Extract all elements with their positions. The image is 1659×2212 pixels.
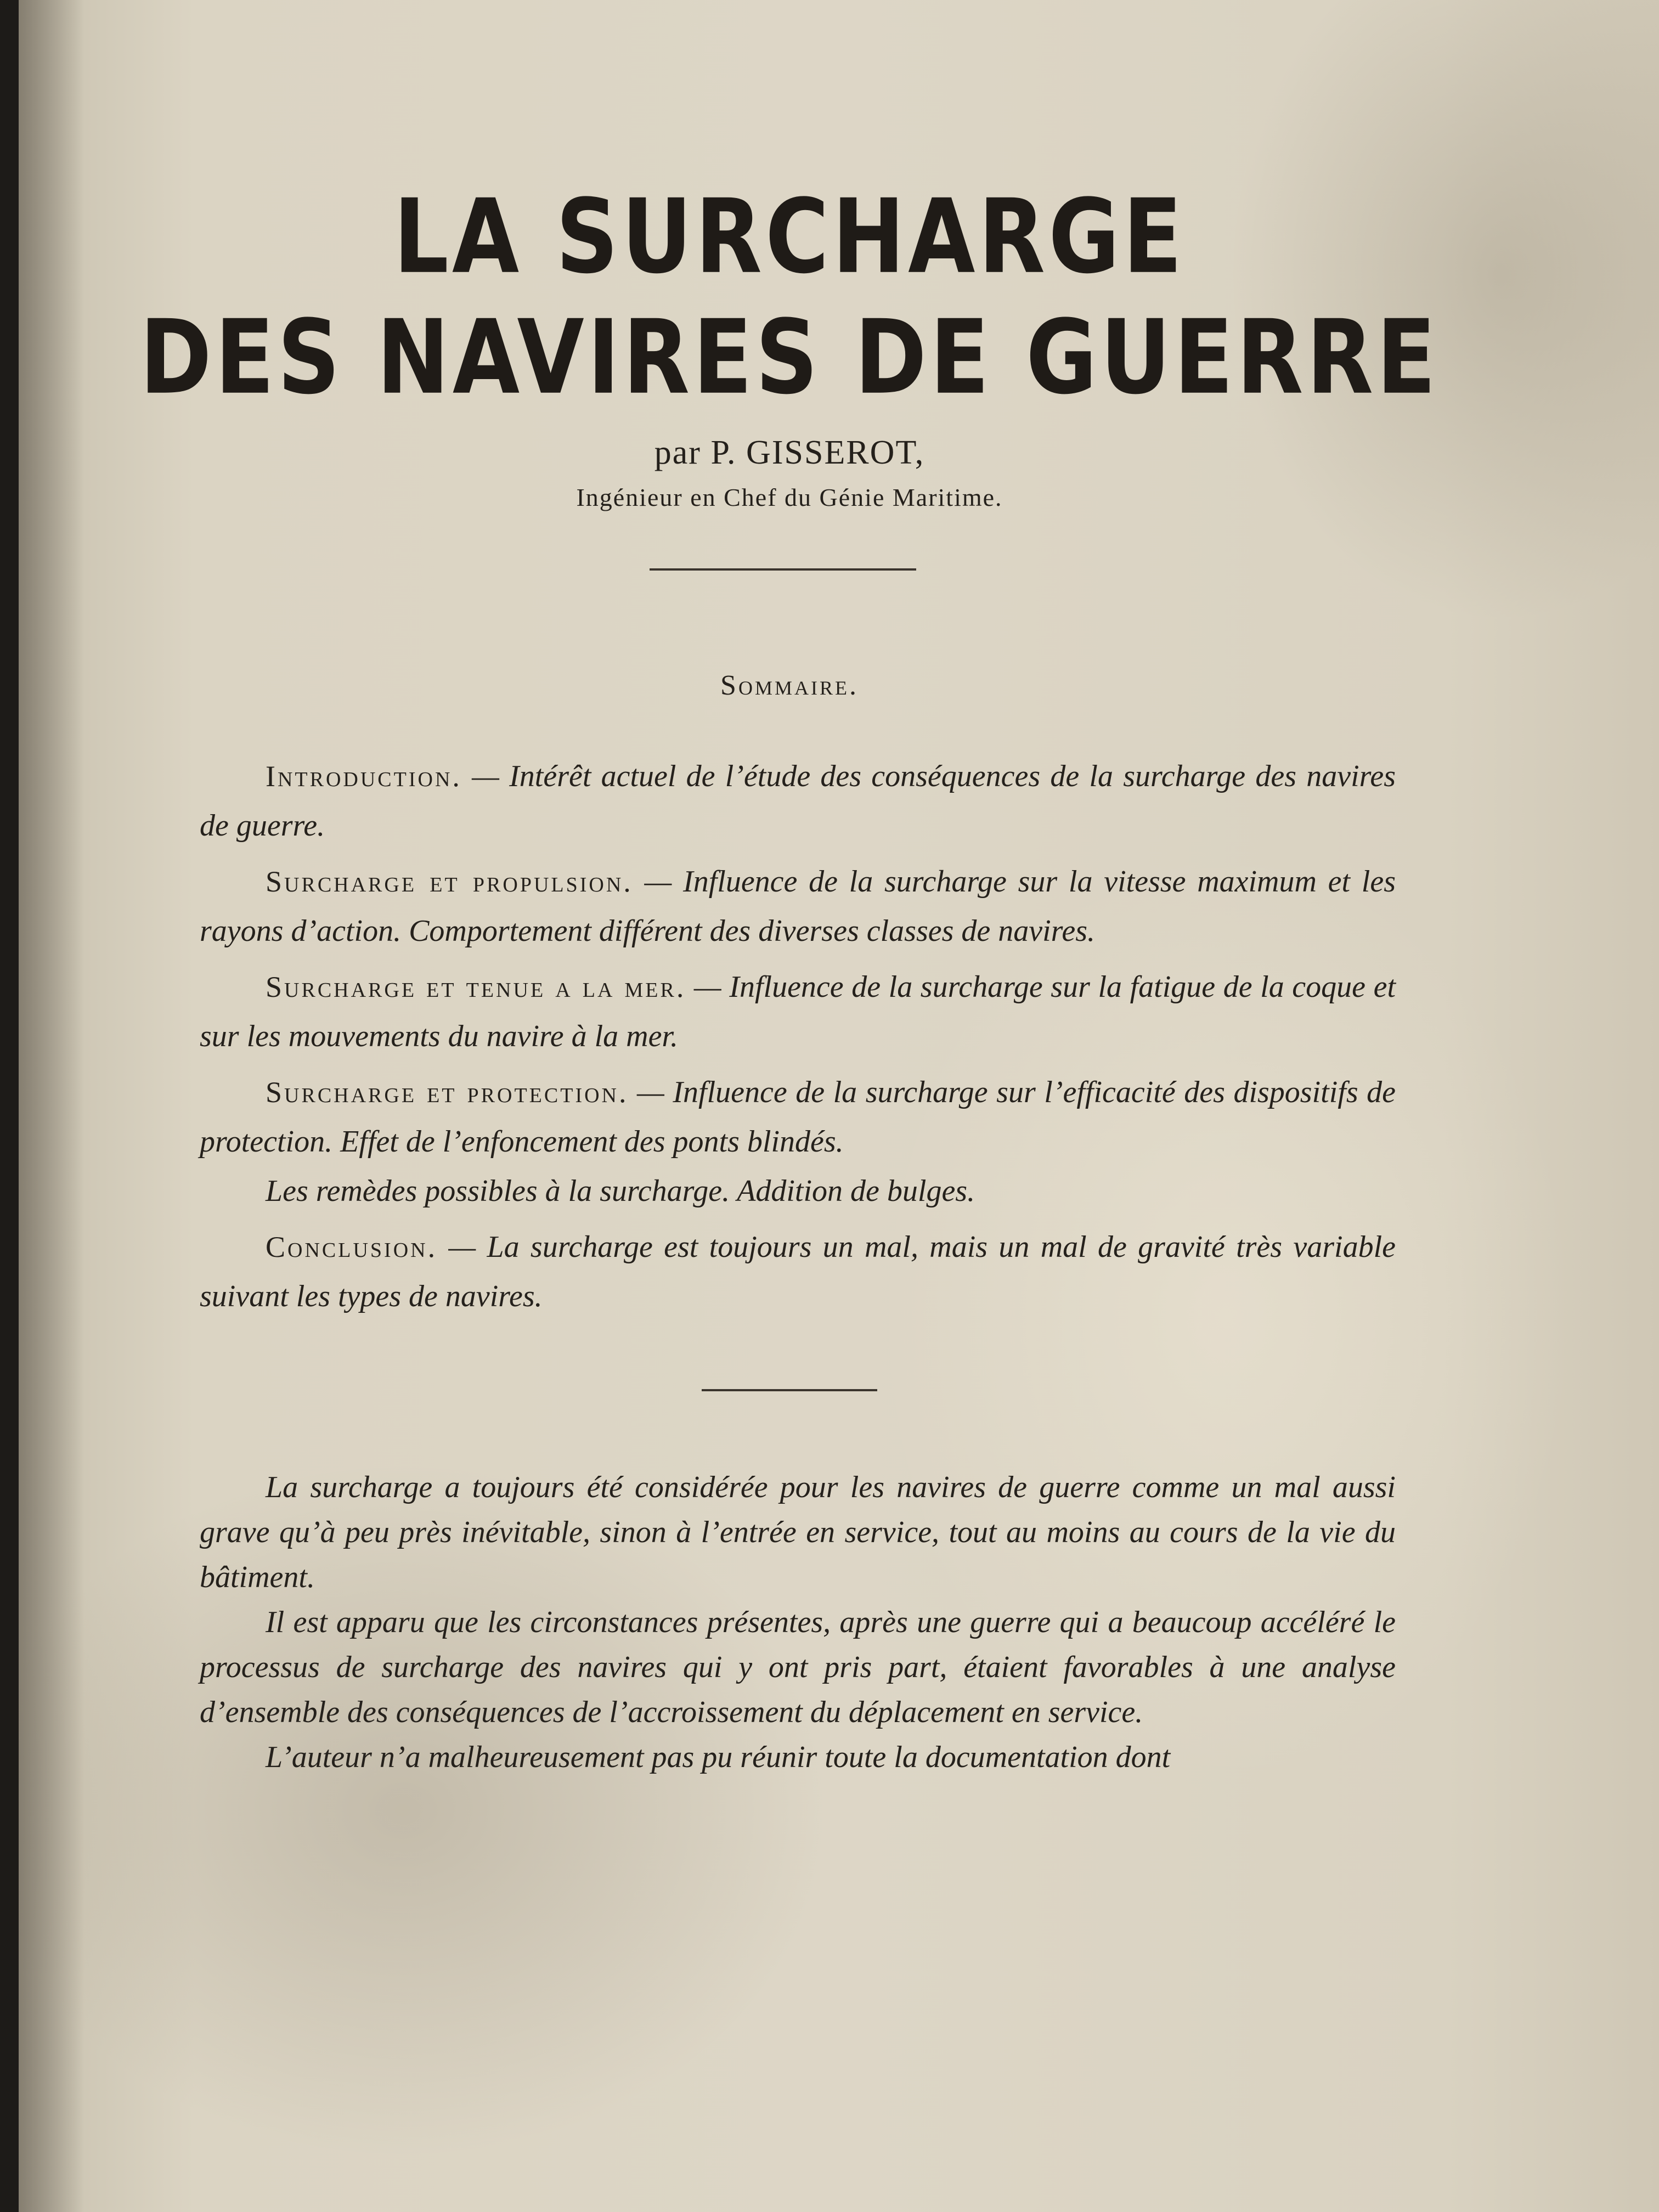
summary-heading: Sommaire. <box>720 670 859 701</box>
summary-entry-text: — Intérêt actuel de l’étude des conséquences de la surcharge des navires de guerre. <box>200 759 1396 843</box>
document-page <box>19 0 1659 2212</box>
summary-entry-label: Conclusion. <box>266 1231 438 1263</box>
summary-entry-text: — Influence de la surcharge sur la vitesse maximum et les rayons d’action. Comportement différent des diverses classes de navires. <box>200 865 1396 948</box>
summary-entry-label: Surcharge et tenue a la mer. <box>266 970 686 1003</box>
title-line-2: DES NAVIRES DE GUERRE <box>139 298 1440 417</box>
summary-entry <box>200 1068 1396 1166</box>
body-paragraph: Il est apparu que les circonstances présentes, après une guerre qui a beaucoup accéléré le processus de surcharge des navires qui y ont pris part, étaient favorables à une analyse d’ensemble des conséquences de l’accroissement du déplacement en service. <box>200 1605 1396 1729</box>
title-line-1: LA SURCHARGE <box>393 177 1186 297</box>
summary-list <box>200 752 1396 1328</box>
summary-entry <box>200 1166 1396 1216</box>
summary-entry-label: Surcharge et propulsion. <box>266 865 633 898</box>
summary-entry <box>200 1222 1396 1321</box>
author-byline: par P. GISSEROT, <box>654 434 925 471</box>
summary-entry-text: — Influence de la surcharge sur la fatigue de la coque et sur les mouvements du navire à la mer. <box>200 970 1396 1053</box>
summary-entry <box>200 857 1396 956</box>
summary-entry <box>200 962 1396 1061</box>
body-paragraph: La surcharge a toujours été considérée pour les navires de guerre comme un mal aussi grave qu’à peu près inévitable, sinon à l’entrée en service, tout au moins au cours de la vie du bâtiment. <box>200 1470 1396 1594</box>
summary-entry-text: — La surcharge est toujours un mal, mais un mal de gravité très variable suivant les types de navires. <box>200 1230 1396 1313</box>
body-text <box>200 1465 1396 1780</box>
divider-rule <box>650 568 916 571</box>
summary-entry-label: Surcharge et protection. <box>266 1076 629 1109</box>
divider-rule <box>702 1389 877 1391</box>
summary-entry-text: Les remèdes possibles à la surcharge. Addition de bulges. <box>266 1174 975 1208</box>
summary-entry-text: — Influence de la surcharge sur l’efficacité des dispositifs de protection. Effet de l’enfoncement des ponts blindés. <box>200 1075 1396 1159</box>
summary-entry-label: Introduction. <box>266 760 462 793</box>
summary-entry <box>200 752 1396 850</box>
body-paragraph: L’auteur n’a malheureusement pas pu réunir toute la documentation dont <box>266 1740 1171 1774</box>
author-affiliation: Ingénieur en Chef du Génie Maritime. <box>576 483 1003 511</box>
